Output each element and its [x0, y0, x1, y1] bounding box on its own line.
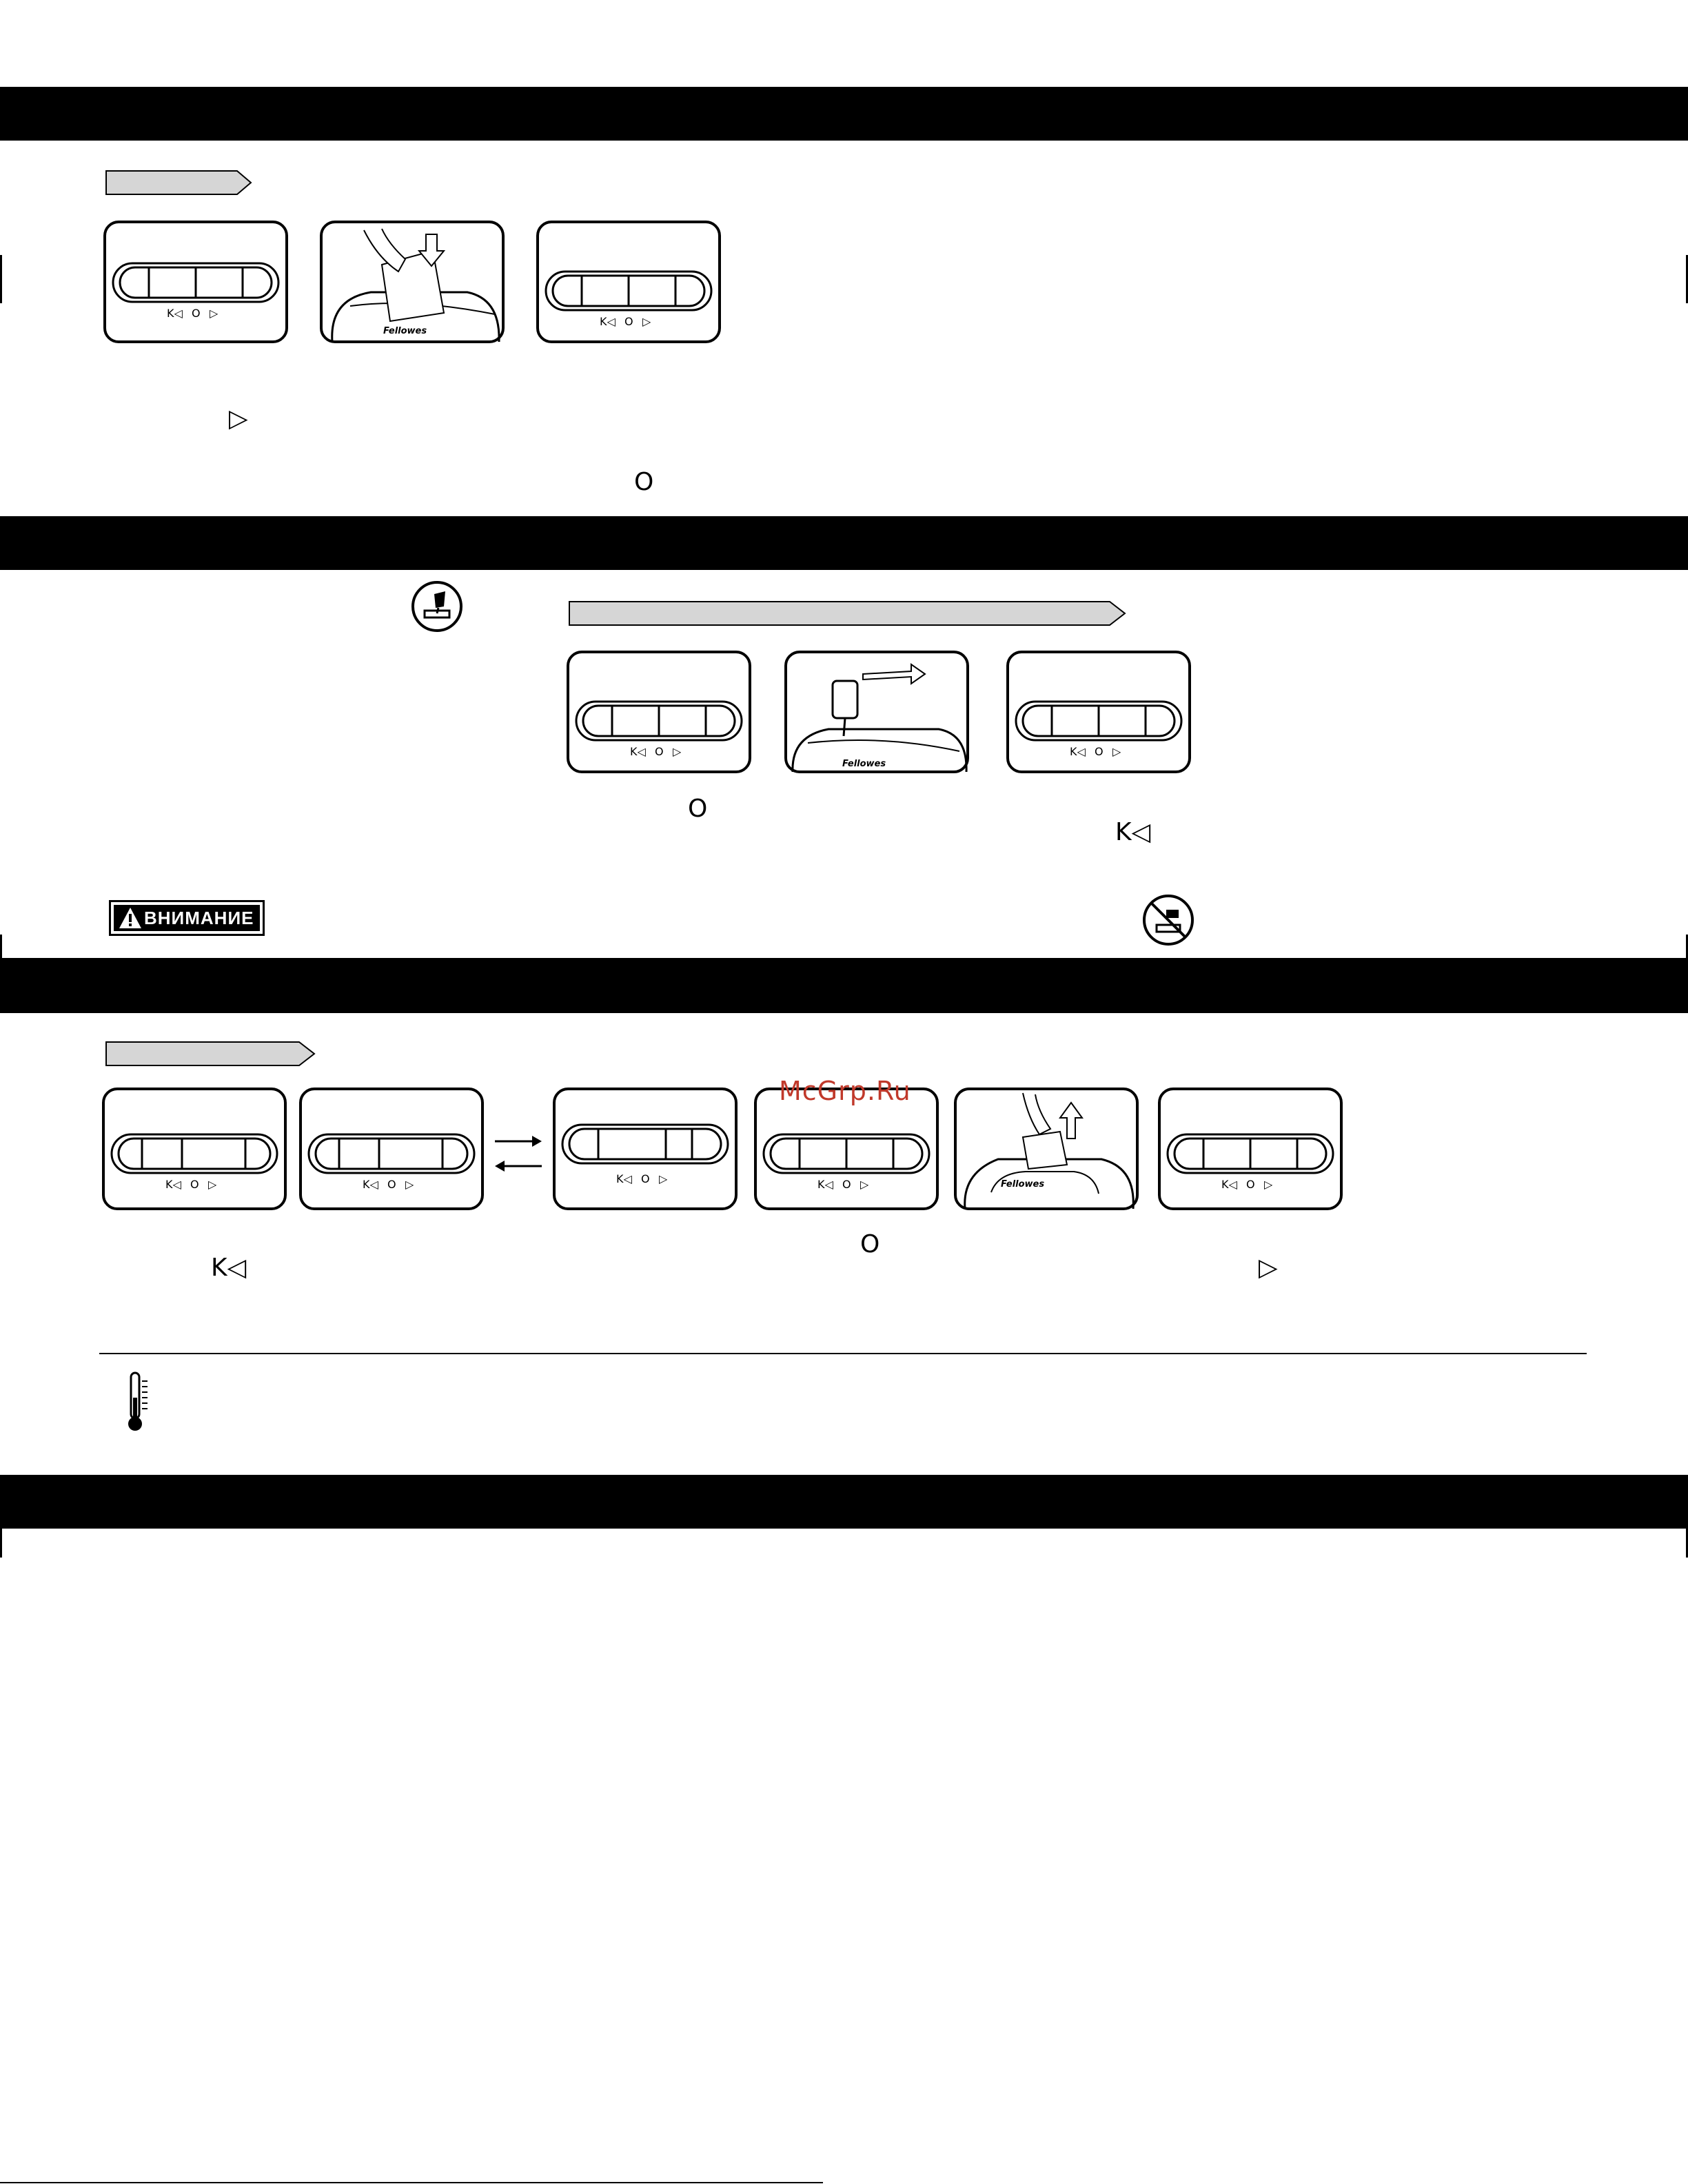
- switch-panel: [1006, 651, 1191, 773]
- step-arrow-tag-1: [105, 170, 254, 196]
- section-header-bar-4: [0, 1475, 1688, 1529]
- off-label: O: [190, 1178, 199, 1191]
- auto-label: ▷: [673, 745, 682, 758]
- edge-tick: [0, 255, 2, 303]
- auto-symbol: ▷: [229, 405, 248, 433]
- switch-panel: [103, 221, 288, 343]
- reverse-label: K◁: [167, 307, 183, 320]
- step-arrow-tag-3: [105, 1041, 317, 1067]
- switch-panel: [299, 1088, 484, 1210]
- switch-panel: [1158, 1088, 1343, 1210]
- brand-logo: Fellowes: [842, 759, 886, 769]
- warning-badge: [109, 900, 265, 936]
- off-symbol: O: [860, 1230, 880, 1258]
- off-symbol: O: [688, 795, 708, 823]
- off-label: O: [192, 307, 201, 320]
- shredder-oil-illustration: [784, 651, 969, 773]
- off-label: O: [624, 315, 633, 328]
- off-label: O: [1095, 745, 1104, 758]
- section-header-bar-1: [0, 87, 1688, 141]
- reverse-label: K◁: [817, 1178, 833, 1191]
- reverse-label: K◁: [616, 1172, 632, 1185]
- auto-label: ▷: [1264, 1178, 1273, 1191]
- auto-label: ▷: [210, 307, 218, 320]
- warning-triangle-icon: [118, 906, 143, 930]
- backward-arrow-icon: [494, 1158, 543, 1174]
- reverse-label: K◁: [1221, 1178, 1237, 1191]
- forward-arrow-icon: [494, 1133, 543, 1150]
- edge-tick: [0, 935, 2, 959]
- footer-rule: [0, 2182, 823, 2183]
- shredder-feed-illustration: [320, 221, 505, 343]
- section-divider: [99, 1353, 1587, 1354]
- thermometer-icon: [123, 1370, 156, 1433]
- auto-label: ▷: [860, 1178, 869, 1191]
- auto-symbol: ▷: [1259, 1254, 1278, 1282]
- auto-label: ▷: [405, 1178, 414, 1191]
- off-label: O: [842, 1178, 851, 1191]
- off-symbol: O: [634, 468, 654, 496]
- auto-label: ▷: [1112, 745, 1121, 758]
- oil-lubricate-icon: [411, 580, 465, 634]
- off-label: O: [1246, 1178, 1255, 1191]
- brand-logo: Fellowes: [1001, 1179, 1045, 1190]
- no-aerosol-icon: [1141, 893, 1195, 947]
- switch-panel: [102, 1088, 287, 1210]
- reverse-symbol: K◁: [211, 1254, 247, 1282]
- reverse-label: K◁: [165, 1178, 181, 1191]
- watermark: McGrp.Ru: [779, 1076, 911, 1106]
- reverse-label: K◁: [630, 745, 646, 758]
- off-label: O: [387, 1178, 396, 1191]
- reverse-label: K◁: [363, 1178, 378, 1191]
- brand-logo: Fellowes: [383, 326, 427, 336]
- reverse-label: K◁: [600, 315, 616, 328]
- section-header-bar-3: [0, 958, 1688, 1013]
- section-header-bar-2: [0, 516, 1688, 570]
- step-arrow-tag-2: [568, 600, 1128, 626]
- switch-panel: [567, 651, 751, 773]
- switch-panel: [536, 221, 721, 343]
- off-label: O: [641, 1172, 650, 1185]
- warning-label: ВНИМАНИЕ: [144, 908, 254, 928]
- auto-label: ▷: [642, 315, 651, 328]
- auto-label: ▷: [659, 1172, 668, 1185]
- switch-panel: [553, 1088, 738, 1210]
- shredder-remove-paper-illustration: [954, 1088, 1139, 1210]
- off-label: O: [655, 745, 664, 758]
- reverse-label: K◁: [1070, 745, 1086, 758]
- reverse-symbol: K◁: [1115, 818, 1151, 846]
- edge-tick: [0, 1529, 2, 1558]
- auto-label: ▷: [208, 1178, 217, 1191]
